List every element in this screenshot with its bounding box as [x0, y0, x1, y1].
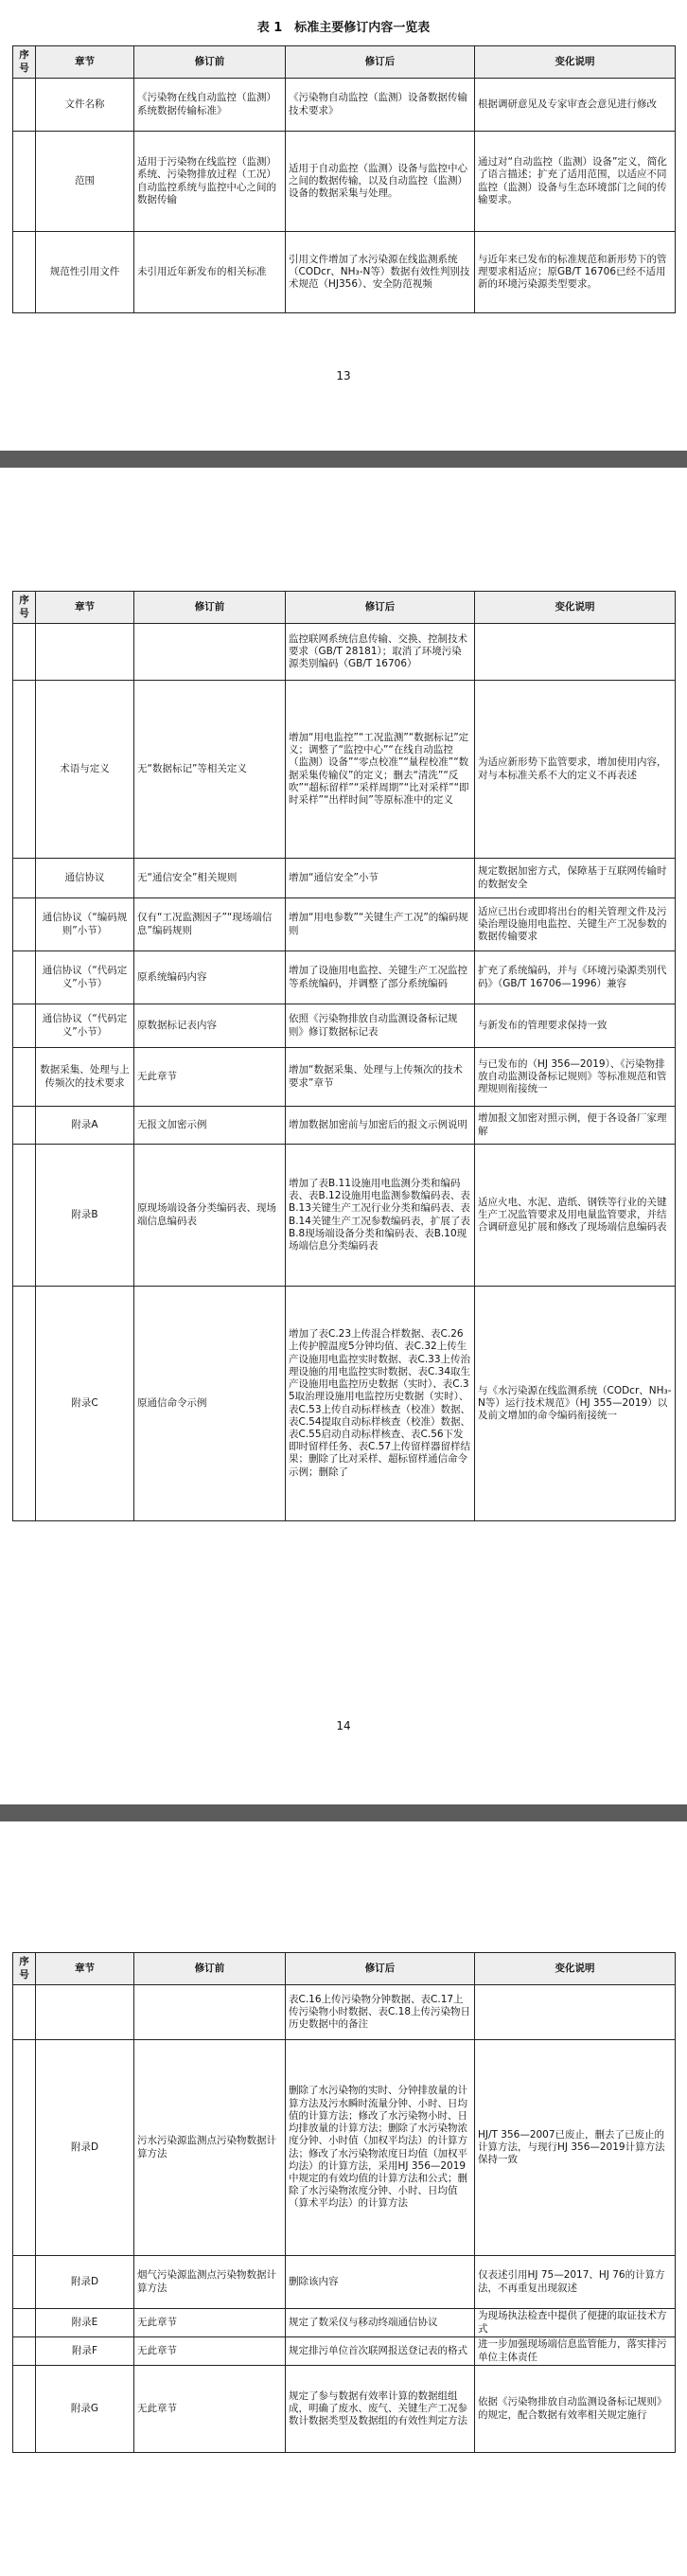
cell-note: 依据《污染物排放自动监测设备标记规则》的规定，配合数据有效率相关规定施行: [475, 2366, 676, 2453]
cell-before: 《污染物在线自动监控（监测）系统数据传输标准》: [134, 79, 286, 132]
cell-chapter: 附录G: [36, 2366, 134, 2453]
page-separator: [0, 1804, 687, 1821]
cell-chapter: 附录E: [36, 2309, 134, 2337]
cell-note: 为适应新形势下监管要求，增加使用内容，对与本标准关系不大的定义不再表述: [475, 681, 676, 859]
page-separator: [0, 451, 687, 468]
revision-table-p3: [12, 1952, 676, 2453]
table-row: [13, 1145, 676, 1287]
cell-after: 增加“数据采集、处理与上传频次的技术要求”章节: [286, 1048, 475, 1107]
cell-chapter: 术语与定义: [36, 681, 134, 859]
table-row: [13, 1985, 676, 2040]
cell-note: 适应已出台或即将出台的相关管理文件及污染治理设施用电监控、关键生产工况参数的数据传输要求: [475, 898, 676, 951]
cell-note: 与近年来已发布的标准规范和新形势下的管理要求相适应；原GB/T 16706已经不适用新的环境污染源类型要求。: [475, 232, 676, 313]
header-before: 修订前: [134, 46, 286, 79]
cell-chapter: 附录D: [36, 2256, 134, 2309]
page-15: [0, 1821, 687, 2576]
cell-chapter: 通信协议（“代码定义”小节）: [36, 1004, 134, 1048]
cell-before: 无“数据标记”等相关定义: [134, 681, 286, 859]
cell-chapter: 文件名称: [36, 79, 134, 132]
cell-before: 无此章节: [134, 1048, 286, 1107]
header-no: 序号: [13, 1953, 36, 1985]
cell-note: 根据调研意见及专家审查会意见进行修改: [475, 79, 676, 132]
cell-after: 增加“通信安全”小节: [286, 859, 475, 898]
cell-before: [134, 624, 286, 681]
table-row: [13, 132, 676, 232]
table-row: [13, 624, 676, 681]
cell-note: 与已发布的（HJ 356—2019）、《污染物排放自动监测设备标记规则》等标准规范和管理规则衔接统一: [475, 1048, 676, 1107]
page-number: 13: [336, 369, 351, 382]
header-no: 序号: [13, 46, 36, 79]
cell-note: 增加报文加密对照示例，便于各设备厂家理解: [475, 1107, 676, 1145]
cell-note: 规定数据加密方式，保障基于互联网传输时的数据安全: [475, 859, 676, 898]
cell-note: 仅表述引用HJ 75—2017、HJ 76的计算方法，不再重复出现叙述: [475, 2256, 676, 2309]
page-13: [0, 0, 687, 451]
table-row: [13, 79, 676, 132]
cell-chapter: 附录D: [36, 2040, 134, 2256]
header-no: 序号: [13, 592, 36, 624]
table-row: [13, 681, 676, 859]
cell-note: 与新发布的管理要求保持一致: [475, 1004, 676, 1048]
header-chapter: 章节: [36, 46, 134, 79]
cell-note: [475, 624, 676, 681]
header-before: 修订前: [134, 1953, 286, 1985]
cell-before: 无报文加密示例: [134, 1107, 286, 1145]
cell-after: 增加了表B.11设施用电监测分类和编码表、表B.12设施用电监测参数编码表、表B.13关键生产工况行业分类和编码表、表B.14关键生产工况参数编码表，扩展了表B.8现场端设备分类和编码表、表B.10现场端信息分类编码表: [286, 1145, 475, 1287]
table-title: 表 1 标准主要修订内容一览表: [256, 21, 431, 35]
cell-after: 监控联网系统信息传输、交换、控制技术要求（GB/T 28181）；取消了环境污染源类别编码（GB/T 16706）: [286, 624, 475, 681]
revision-table-p1: [12, 45, 676, 313]
header-after: 修订后: [286, 46, 475, 79]
revision-table-p2: [12, 591, 676, 1521]
cell-after: 增加数据加密前与加密后的报文示例说明: [286, 1107, 475, 1145]
page-14: [0, 468, 687, 1804]
header-chapter: 章节: [36, 1953, 134, 1985]
cell-chapter: 附录B: [36, 1145, 134, 1287]
cell-note: 扩充了系统编码，并与《环境污染源类别代码》（GB/T 16706—1996）兼容: [475, 951, 676, 1004]
table-row: [13, 898, 676, 951]
cell-note: 为现场执法检查中提供了便捷的取证技术方式: [475, 2309, 676, 2337]
cell-note: 进一步加强现场端信息监管能力，落实排污单位主体责任: [475, 2337, 676, 2366]
cell-before: 无此章节: [134, 2309, 286, 2337]
cell-chapter: [36, 1985, 134, 2040]
cell-before: 适用于污染物在线监控（监测）系统、污染物排放过程（工况）自动监控系统与监控中心之间的数据传输: [134, 132, 286, 232]
cell-after: 增加了设施用电监控、关键生产工况监控等系统编码，并调整了部分系统编码: [286, 951, 475, 1004]
header-chapter: 章节: [36, 592, 134, 624]
table-row: [13, 2309, 676, 2337]
cell-chapter: 通信协议（“代码定义”小节）: [36, 951, 134, 1004]
cell-after: 规定了数采仪与移动终端通信协议: [286, 2309, 475, 2337]
table-row: [13, 232, 676, 313]
cell-before: 原系统编码内容: [134, 951, 286, 1004]
header-before: 修订前: [134, 592, 286, 624]
cell-chapter: 附录A: [36, 1107, 134, 1145]
cell-note: HJ/T 356—2007已废止，删去了已废止的计算方法，与现行HJ 356—2019计算方法保持一致: [475, 2040, 676, 2256]
cell-before: 原数据标记表内容: [134, 1004, 286, 1048]
table-row: [13, 1287, 676, 1521]
cell-note: [475, 1985, 676, 2040]
cell-chapter: 通信协议（“编码规则”小节）: [36, 898, 134, 951]
cell-after: 删除了水污染物的实时、分钟排放量的计算方法及污水瞬时流量分钟、小时、日均值的计算方法；修改了水污染物小时、日均排放量的计算方法；删除了水污染物浓度分钟、小时值（加权平均法）的计算方法；修改了水污染物浓度日均值（加权平均法）的计算方法，采用HJ 356—2019中规定的有效均值的计算方法和公式；删除了水污染物浓度分钟、小时、日均值（算术平均法）的计算方法: [286, 2040, 475, 2256]
page-number: 14: [336, 1719, 351, 1732]
header-after: 修订后: [286, 592, 475, 624]
table-row: [13, 2256, 676, 2309]
header-after: 修订后: [286, 1953, 475, 1985]
header-note: 变化说明: [475, 1953, 676, 1985]
cell-before: [134, 1985, 286, 2040]
cell-before: 无“通信安全”相关规则: [134, 859, 286, 898]
table-row: [13, 1004, 676, 1048]
cell-before: 污水污染源监测点污染物数据计算方法: [134, 2040, 286, 2256]
cell-after: 规定了参与数据有效率计算的数据组组成，明确了废水、废气、关键生产工况参数计数据类型及数据组的有效性判定方法: [286, 2366, 475, 2453]
cell-after: 《污染物自动监控（监测）设备数据传输技术要求》: [286, 79, 475, 132]
cell-chapter: [36, 624, 134, 681]
table-row: [13, 2337, 676, 2366]
cell-after: 增加“用电监控”“工况监测”“数据标记”定义；调整了“监控中心”“在线自动监控（监测）设备”“零点校准”“量程校准”“数据采集传输仪”的定义；删去“清洗”“反吹”“超标留样”“采样周期”“比对采样”“即时采样”“出样时间”等原标准中的定义: [286, 681, 475, 859]
cell-note: 与《水污染源在线监测系统（CODcr、NH₃-N等）运行技术规范》（HJ 355—2019）以及前文增加的命令编码衔接统一: [475, 1287, 676, 1521]
cell-after: 规定排污单位首次联网报送登记表的格式: [286, 2337, 475, 2366]
cell-after: 适用于自动监控（监测）设备与监控中心之间的数据传输，以及自动监控（监测）设备的数据采集与处理。: [286, 132, 475, 232]
table-row: [13, 1048, 676, 1107]
cell-note: 适应火电、水泥、造纸、钢铁等行业的关键生产工况监管要求及用电量监管要求，并结合调研意见扩展和修改了现场端信息编码表: [475, 1145, 676, 1287]
cell-after: 引用文件增加了水污染源在线监测系统（CODcr、NH₃-N等）数据有效性判别技术规范（HJ356）、安全防范视频: [286, 232, 475, 313]
cell-chapter: 通信协议: [36, 859, 134, 898]
cell-after: 增加“用电参数”“关键生产工况”的编码规则: [286, 898, 475, 951]
cell-chapter: 数据采集、处理与上传频次的技术要求: [36, 1048, 134, 1107]
header-note: 变化说明: [475, 46, 676, 79]
cell-before: 仅有“工况监测因子”“现场端信息”编码规则: [134, 898, 286, 951]
cell-before: 原通信命令示例: [134, 1287, 286, 1521]
cell-chapter: 附录C: [36, 1287, 134, 1521]
cell-chapter: 范围: [36, 132, 134, 232]
table-row: [13, 2366, 676, 2453]
cell-before: 无此章节: [134, 2337, 286, 2366]
table-row: [13, 951, 676, 1004]
table-row: [13, 859, 676, 898]
cell-after: 表C.16上传污染物分钟数据、表C.17上传污染物小时数据、表C.18上传污染物日历史数据中的备注: [286, 1985, 475, 2040]
cell-before: 烟气污染源监测点污染物数据计算方法: [134, 2256, 286, 2309]
cell-before: 未引用近年新发布的相关标准: [134, 232, 286, 313]
cell-after: 增加了表C.23上传混合样数据、表C.26上传护膛温度5分钟均值、表C.32上传生产设施用电监控实时数据、表C.33上传治理设施的用电监控实时数据、表C.34取生产设施用电监控历史数据（实时）、表C.35取治理设施用电监控历史数据（实时）、表C.53上传自动标样核查（校准）数据、表C.54提取自动标样核查（校准）数据、表C.55启动自动标样核查、表C.56下发即时留样任务、表C.57上传留样器留样结果；删除了比对采样、超标留样通信命令示例；删除了: [286, 1287, 475, 1521]
cell-chapter: 附录F: [36, 2337, 134, 2366]
cell-note: 通过对“自动监控（监测）设备”定义，简化了语言描述；扩充了适用范围，以适应不同监控（监测）设备与生态环境部门之间的传输要求。: [475, 132, 676, 232]
cell-after: 删除该内容: [286, 2256, 475, 2309]
cell-before: 无此章节: [134, 2366, 286, 2453]
table-row: [13, 1107, 676, 1145]
header-note: 变化说明: [475, 592, 676, 624]
cell-after: 依照《污染物排放自动监测设备标记规则》修订数据标记表: [286, 1004, 475, 1048]
table-row: [13, 2040, 676, 2256]
cell-before: 原现场端设备分类编码表、现场端信息编码表: [134, 1145, 286, 1287]
cell-chapter: 规范性引用文件: [36, 232, 134, 313]
